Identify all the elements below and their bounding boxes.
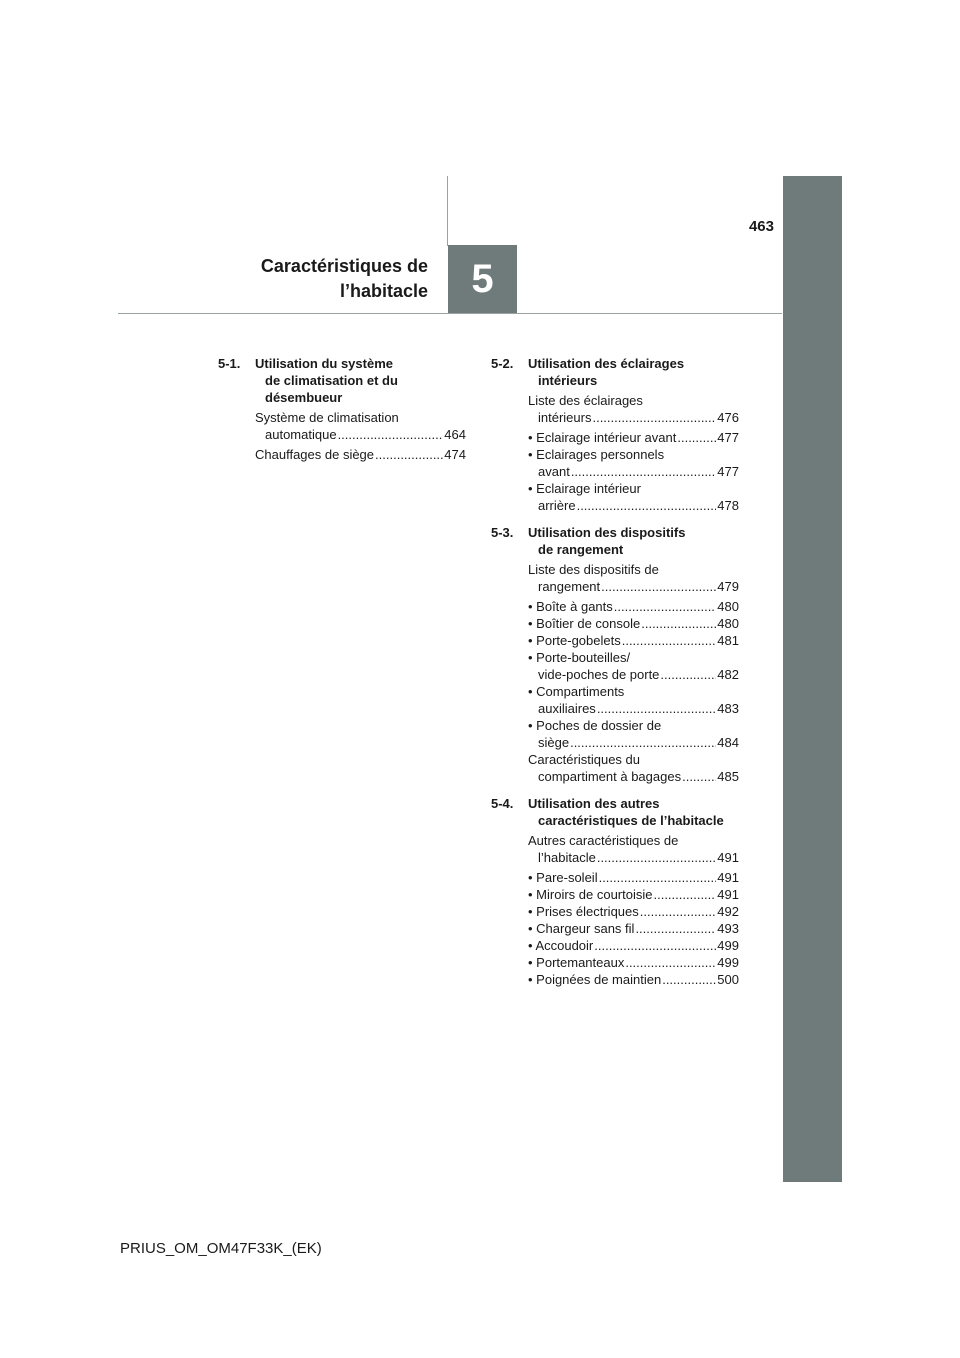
- entry-page-number: 493: [717, 921, 739, 936]
- entry-page-number: 477: [717, 464, 739, 479]
- section-number: 5-2.: [491, 356, 514, 371]
- toc-entry[interactable]: [491, 751, 739, 785]
- entry-text-line: Liste des éclairages: [528, 393, 643, 408]
- chapter-side-tab: [783, 176, 842, 1182]
- entry-page-number: 499: [717, 938, 739, 953]
- section-title-line: de climatisation et du: [265, 373, 398, 388]
- entry-text-line: • Poches de dossier de: [528, 718, 662, 733]
- entry-leader-line: [528, 869, 739, 886]
- entry-leader-line: [528, 615, 739, 632]
- chapter-title-line: l’habitacle: [339, 281, 428, 301]
- entry-leader-line: [528, 920, 739, 937]
- toc-entry[interactable]: [491, 632, 739, 649]
- header-rule: [118, 313, 782, 314]
- entry-leader-line: [528, 497, 739, 514]
- entry-text: • Chargeur sans fil: [528, 921, 635, 936]
- toc-column-right: [491, 355, 739, 998]
- entry-page-number: 479: [717, 579, 739, 594]
- entry-text: auxiliaires: [538, 701, 596, 716]
- entry-leader-line: [528, 598, 739, 615]
- entry-text: vide-poches de porte: [538, 667, 660, 682]
- toc-section: [218, 355, 466, 463]
- entry-page-number: 483: [717, 701, 739, 716]
- section-title-line: désembueur: [265, 390, 343, 405]
- dot-leader: [640, 903, 717, 920]
- entry-text: compartiment à bagages: [538, 769, 682, 784]
- toc-entry[interactable]: [491, 954, 739, 971]
- dot-leader: [662, 971, 716, 988]
- entry-leader-line: [528, 768, 739, 785]
- entry-leader-line: [528, 632, 739, 649]
- dot-leader: [625, 954, 716, 971]
- entry-page-number: 499: [717, 955, 739, 970]
- entry-page-number: 485: [717, 769, 739, 784]
- dot-leader: [614, 598, 717, 615]
- entry-text: • Eclairage intérieur avant: [528, 430, 677, 445]
- entry-leader-line: [528, 971, 739, 988]
- entry-leader-line: [528, 849, 739, 866]
- section-heading: [491, 355, 739, 389]
- header-vertical-rule: [447, 176, 448, 246]
- entry-leader-line: [528, 429, 739, 446]
- section-title-line: de rangement: [538, 542, 624, 557]
- dot-leader: [570, 734, 716, 751]
- entry-leader-line: [528, 666, 739, 683]
- dot-leader: [592, 409, 716, 426]
- dot-leader: [635, 920, 716, 937]
- entry-page-number: 482: [717, 667, 739, 682]
- toc-section: [491, 355, 739, 514]
- section-number: 5-1.: [218, 356, 241, 371]
- toc-entry[interactable]: [218, 446, 466, 463]
- entry-leader-line: [528, 734, 739, 751]
- entry-text-line: • Eclairage intérieur: [528, 481, 641, 496]
- entry-page-number: 492: [717, 904, 739, 919]
- entry-text: rangement: [538, 579, 601, 594]
- dot-leader: [601, 578, 716, 595]
- toc-entry[interactable]: [491, 598, 739, 615]
- dot-leader: [660, 666, 716, 683]
- toc-entry[interactable]: [491, 869, 739, 886]
- chapter-number-box: [448, 245, 517, 314]
- toc-section: [491, 795, 739, 988]
- entry-leader-line: [528, 954, 739, 971]
- entry-leader-line: [528, 903, 739, 920]
- entry-leader-line: [528, 937, 739, 954]
- chapter-title-line: Caractéristiques de: [260, 256, 428, 276]
- entry-page-number: 474: [444, 447, 466, 462]
- entry-text: avant: [538, 464, 570, 479]
- toc-entry[interactable]: [491, 886, 739, 903]
- entry-leader-line: [528, 409, 739, 426]
- entry-leader-line: [528, 886, 739, 903]
- section-title-line: Utilisation des éclairages: [528, 356, 685, 371]
- section-number: 5-3.: [491, 525, 514, 540]
- entry-page-number: 464: [444, 427, 466, 442]
- dot-leader: [641, 615, 716, 632]
- entry-page-number: 480: [717, 599, 739, 614]
- entry-text-line: Système de climatisation: [255, 410, 399, 425]
- entry-text: Chauffages de siège: [255, 447, 375, 462]
- dot-leader: [682, 768, 716, 785]
- dot-leader: [677, 429, 716, 446]
- section-title-line: caractéristiques de l’habitacle: [538, 813, 724, 828]
- entry-page-number: 478: [717, 498, 739, 513]
- toc-entry[interactable]: [491, 971, 739, 988]
- section-heading: [218, 355, 466, 406]
- entry-leader-line: [255, 426, 466, 443]
- entry-page-number: 481: [717, 633, 739, 648]
- dot-leader: [338, 426, 444, 443]
- entry-text: intérieurs: [538, 410, 592, 425]
- entry-text: • Porte-gobelets: [528, 633, 621, 648]
- toc-section: [491, 524, 739, 785]
- entry-text-line: • Porte-bouteilles/: [528, 650, 631, 665]
- entry-page-number: 491: [717, 850, 739, 865]
- entry-text-line: Autres caractéristiques de: [528, 833, 679, 848]
- section-title-line: intérieurs: [538, 373, 598, 388]
- section-heading: [491, 524, 739, 558]
- section-title-line: Utilisation des dispositifs: [528, 525, 686, 540]
- document-footer: PRIUS_OM_OM47F33K_(EK): [120, 1240, 322, 1257]
- entry-text: l’habitacle: [538, 850, 596, 865]
- toc-entry[interactable]: [491, 480, 739, 514]
- dot-leader: [599, 869, 717, 886]
- entry-text: • Boîte à gants: [528, 599, 613, 614]
- entry-page-number: 491: [717, 870, 739, 885]
- toc-entry[interactable]: [491, 717, 739, 751]
- toc-entry[interactable]: [491, 561, 739, 595]
- entry-text: • Accoudoir: [528, 938, 594, 953]
- toc-entry[interactable]: [218, 409, 466, 443]
- entry-text: • Boîtier de console: [528, 616, 641, 631]
- section-title-line: Utilisation du système: [255, 356, 393, 371]
- entry-text-line: Caractéristiques du: [528, 752, 640, 767]
- entry-text: • Prises électriques: [528, 904, 639, 919]
- toc-entry[interactable]: [491, 392, 739, 426]
- toc-entry[interactable]: [491, 446, 739, 480]
- entry-page-number: 484: [717, 735, 739, 750]
- entry-page-number: 476: [717, 410, 739, 425]
- chapter-number: 5: [471, 257, 494, 301]
- entry-text-line: • Eclairages personnels: [528, 447, 665, 462]
- toc-entry[interactable]: [491, 683, 739, 717]
- toc-entry[interactable]: [491, 920, 739, 937]
- entry-page-number: 491: [717, 887, 739, 902]
- chapter-title: [261, 254, 428, 304]
- entry-text: • Poignées de maintien: [528, 972, 662, 987]
- section-number: 5-4.: [491, 796, 514, 811]
- section-title-line: Utilisation des autres: [528, 796, 660, 811]
- toc-entry[interactable]: [491, 649, 739, 683]
- toc-entry[interactable]: [491, 429, 739, 446]
- entry-text: • Pare-soleil: [528, 870, 598, 885]
- page-number: 463: [748, 218, 774, 235]
- entry-text: automatique: [265, 427, 337, 442]
- dot-leader: [597, 849, 716, 866]
- toc-entry[interactable]: [491, 615, 739, 632]
- toc-entry[interactable]: [491, 937, 739, 954]
- dot-leader: [594, 937, 716, 954]
- entry-page-number: 500: [717, 972, 739, 987]
- dot-leader: [577, 497, 717, 514]
- entry-text: siège: [538, 735, 570, 750]
- entry-leader-line: [528, 700, 739, 717]
- toc-entry[interactable]: [491, 832, 739, 866]
- dot-leader: [375, 446, 443, 463]
- section-heading: [491, 795, 739, 829]
- toc-entry[interactable]: [491, 903, 739, 920]
- entry-page-number: 477: [717, 430, 739, 445]
- dot-leader: [653, 886, 716, 903]
- toc-column-left: [218, 355, 466, 473]
- entry-page-number: 480: [717, 616, 739, 631]
- dot-leader: [597, 700, 716, 717]
- entry-leader-line: [528, 463, 739, 480]
- entry-text-line: Liste des dispositifs de: [528, 562, 659, 577]
- entry-leader-line: [528, 578, 739, 595]
- dot-leader: [622, 632, 717, 649]
- dot-leader: [571, 463, 716, 480]
- entry-text: arrière: [538, 498, 576, 513]
- entry-leader-line: [255, 446, 466, 463]
- entry-text: • Portemanteaux: [528, 955, 625, 970]
- entry-text: • Miroirs de courtoisie: [528, 887, 653, 902]
- entry-text-line: • Compartiments: [528, 684, 625, 699]
